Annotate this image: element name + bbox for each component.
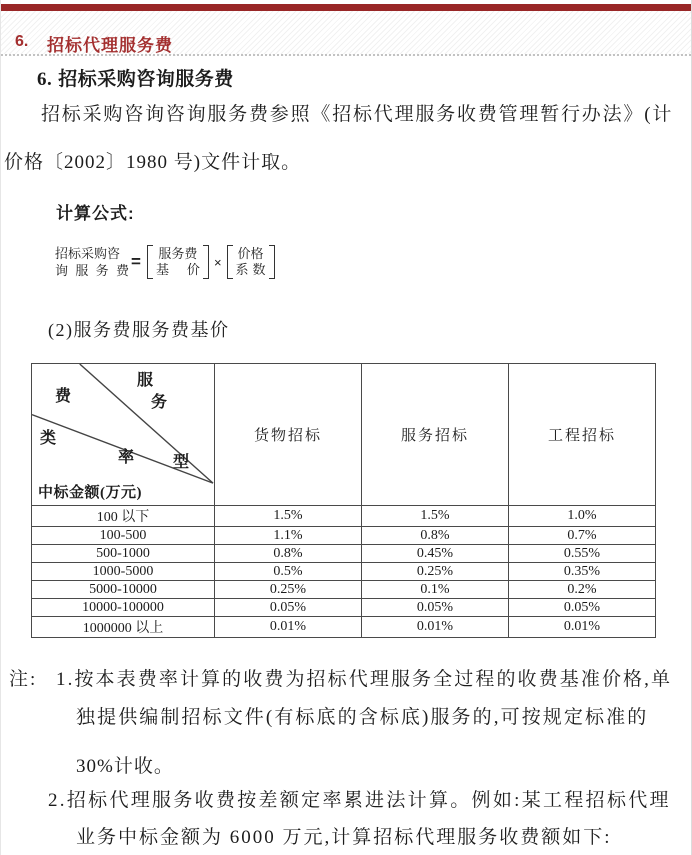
table-row (32, 563, 656, 581)
table-header-row (32, 364, 656, 506)
row-range: 1000000 以上 (32, 617, 215, 638)
header-number: 6. (15, 33, 29, 50)
rate-cell: 1.5% (362, 506, 509, 527)
rate-cell: 0.55% (509, 545, 656, 563)
bracket1-line1: 服务费 (158, 246, 198, 261)
table-row (32, 599, 656, 617)
rate-cell: 0.01% (215, 617, 362, 638)
rate-cell: 0.01% (509, 617, 656, 638)
equals-sign: = (131, 252, 141, 271)
corner-char: 率 (118, 449, 135, 466)
formula-lhs (55, 245, 129, 279)
corner-char: 类 (40, 430, 57, 447)
column-header-services: 服务招标 (362, 364, 509, 506)
rate-cell: 0.45% (362, 545, 509, 563)
section-header-band (1, 11, 691, 56)
column-header-goods: 货物招标 (215, 364, 362, 506)
rate-cell: 0.8% (362, 527, 509, 545)
row-range: 1000-5000 (32, 563, 215, 581)
formula-bracket-1 (147, 245, 209, 279)
corner-char: 费 (55, 388, 72, 405)
rate-cell: 0.1% (362, 581, 509, 599)
notes-prefix: 注: (9, 669, 38, 690)
rate-cell: 1.0% (509, 506, 656, 527)
top-accent-bar (1, 4, 691, 11)
row-range: 100 以下 (32, 506, 215, 527)
table-subheading: (2)服务费服务费基价 (48, 320, 230, 340)
rate-cell: 0.7% (509, 527, 656, 545)
bracket2-line2: 系数 (235, 262, 266, 277)
formula-lhs-line1: 招标采购咨 (55, 246, 121, 261)
rate-cell: 0.2% (509, 581, 656, 599)
table-row (32, 545, 656, 563)
rate-cell: 0.35% (509, 563, 656, 581)
rate-cell: 1.1% (215, 527, 362, 545)
row-range: 5000-10000 (32, 581, 215, 599)
paragraph-line-2: 价格〔2002〕1980 号)文件计取。 (4, 152, 302, 173)
rate-cell: 1.5% (215, 506, 362, 527)
rate-cell: 0.01% (362, 617, 509, 638)
corner-char: 型 (173, 454, 190, 471)
table-row (32, 506, 656, 527)
formula-lhs-line2: 询服务费 (55, 263, 129, 278)
rate-cell: 0.5% (215, 563, 362, 581)
section-heading-title: 招标采购咨询服务费 (58, 69, 234, 90)
multiply-sign: × (213, 254, 222, 270)
rate-cell: 0.05% (509, 599, 656, 617)
right-bracket-glyph (203, 245, 209, 279)
rate-cell: 0.8% (215, 545, 362, 563)
corner-bottom-label: 中标金额(万元) (38, 485, 142, 501)
paragraph-line-1: 招标采购咨询咨询服务费参照《招标代理服务收费管理暂行办法》(计 (41, 104, 674, 125)
diagonal-corner-cell (32, 364, 215, 506)
note1-number: 1. (56, 669, 75, 690)
note1-line1: 1.按本表费率计算的收费为招标代理服务全过程的收费基准价格,单 (56, 669, 673, 690)
right-bracket-glyph (269, 245, 275, 279)
table-row (32, 527, 656, 545)
table-row (32, 617, 656, 638)
note2-line1: 2.招标代理服务收费按差额定率累进法计算。例如:某工程招标代理 (48, 790, 671, 811)
column-header-engineering: 工程招标 (509, 364, 656, 506)
bracket1-line2: 基价 (155, 262, 200, 277)
row-range: 100-500 (32, 527, 215, 545)
row-range: 10000-100000 (32, 599, 215, 617)
rate-cell: 0.25% (215, 581, 362, 599)
corner-char: 服 (137, 372, 154, 389)
note1-line2: 独提供编制招标文件(有标底的含标底)服务的,可按规定标准的 (76, 707, 649, 728)
corner-char: 务 (151, 394, 168, 411)
formula-label: 计算公式: (56, 204, 135, 223)
header-title: 招标代理服务费 (47, 36, 173, 55)
table-row (32, 581, 656, 599)
bracket2-line1: 价格 (237, 246, 264, 261)
fee-rate-table (31, 363, 656, 638)
note2-number: 2. (48, 790, 67, 811)
note1-line3: 30%计收。 (76, 756, 174, 777)
row-range: 500-1000 (32, 545, 215, 563)
rate-cell: 0.05% (215, 599, 362, 617)
rate-cell: 0.25% (362, 563, 509, 581)
section-heading (37, 64, 234, 91)
formula-bracket-2 (227, 245, 275, 279)
rate-cell: 0.05% (362, 599, 509, 617)
note2-line2: 业务中标金额为 6000 万元,计算招标代理服务收费额如下: (76, 827, 612, 848)
section-heading-number: 6. (37, 69, 53, 90)
formula (55, 245, 275, 279)
